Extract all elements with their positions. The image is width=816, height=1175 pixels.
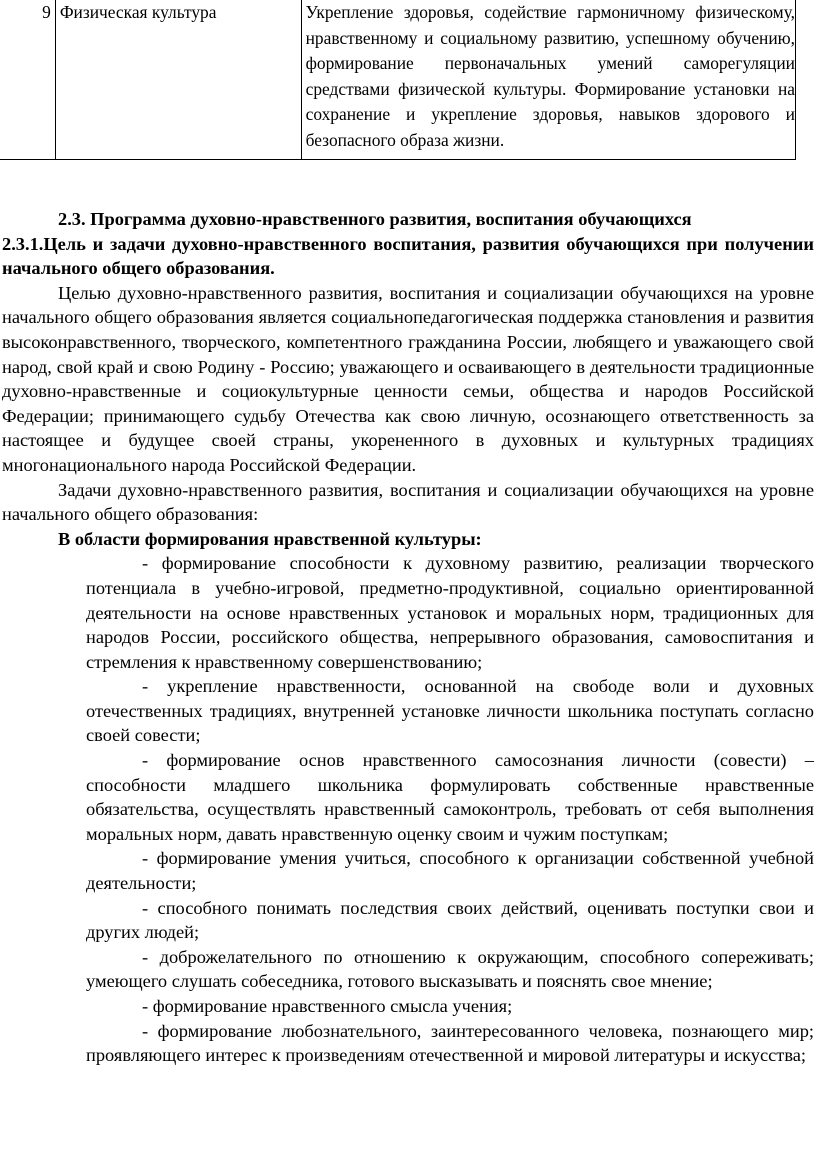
section-subheading: 2.3.1.Цель и задачи духовно-нравственного воспитания, развития обучающихся при получении начального общего образования. bbox=[2, 233, 814, 279]
list-item: - формирование способности к духовному развитию, реализации творческого потенциала в учебно-игровой, предметно-продуктивной, социально ориентированной деятельности на основе нравственных установок и моральных норм, традиционных для народов России, российского общества, непрерывного образования, самовоспитания и стремления к нравственному совершенствованию; bbox=[86, 553, 814, 672]
list-item: - способного понимать последствия своих действий, оценивать поступки свои и других людей; bbox=[86, 897, 814, 943]
list-item: - доброжелательного по отношению к окружающим, способного сопереживать; умеющего слушать собеседника, готового высказывать и пояснять свое мнение; bbox=[86, 946, 814, 992]
table-cell-subject: Физическая культура bbox=[55, 0, 301, 160]
table-cell-description: Укрепление здоровья, содействие гармоничному физическому, нравственному и социальному развитию, успешному обучению, формирование первоначальных умений саморегуляции средствами физической культуры. Формирование установки на сохранение и укрепление здоровья, навыков здорового и безопасного образа жизни. bbox=[301, 0, 795, 160]
tasks-list bbox=[2, 551, 814, 1067]
section-body bbox=[2, 207, 814, 1068]
section-heading: 2.3. Программа духовно-нравственного развития, воспитания обучающихся bbox=[58, 209, 692, 229]
list-item: - формирование основ нравственного самосознания личности (совести) – способности младшего школьника формулировать собственные нравственные обязательства, осуществлять нравственный самоконтроль, требовать от себя выполнения моральных норм, давать нравственную оценку своим и чужим поступкам; bbox=[86, 750, 814, 844]
area-title: В области формирования нравственной культуры: bbox=[58, 528, 482, 549]
table-cell-number: 9 bbox=[0, 0, 55, 160]
list-item: - формирование нравственного смысла учения; bbox=[142, 996, 513, 1016]
list-item: - формирование любознательного, заинтересованного человека, познающего мир; проявляющего интерес к произведениям отечественной и мировой литературы и искусства; bbox=[86, 1020, 814, 1066]
subjects-table bbox=[0, 0, 796, 160]
tasks-intro-paragraph: Задачи духовно-нравственного развития, воспитания и социализации обучающихся на уровне начального общего образования: bbox=[2, 479, 814, 525]
list-item: - формирование умения учиться, способного к организации собственной учебной деятельности; bbox=[86, 848, 814, 894]
table-row bbox=[0, 0, 796, 160]
list-item: - укрепление нравственности, основанной на свободе воли и духовных отечественных традициях, внутренней установке личности школьника поступать согласно своей совести; bbox=[86, 676, 814, 746]
goal-paragraph: Целью духовно-нравственного развития, воспитания и социализации обучающихся на уровне начального общего образования является социальнопедагогическая поддержка становления и развития высоконравственного, творческого, компетентного гражданина России, любящего и уважающего свой народ, свой край и свою Родину - Россию; уважающего и осваивающего в деятельности традиционные духовно-нравственные и социокультурные ценности семьи, общества и народов Российской Федерации; принимающего судьбу Отечества как свою личную, осознающего ответственность за настоящее и будущее своей страны, укорененного в духовных и культурных традициях многонационального народа Российской Федерации. bbox=[2, 282, 814, 475]
